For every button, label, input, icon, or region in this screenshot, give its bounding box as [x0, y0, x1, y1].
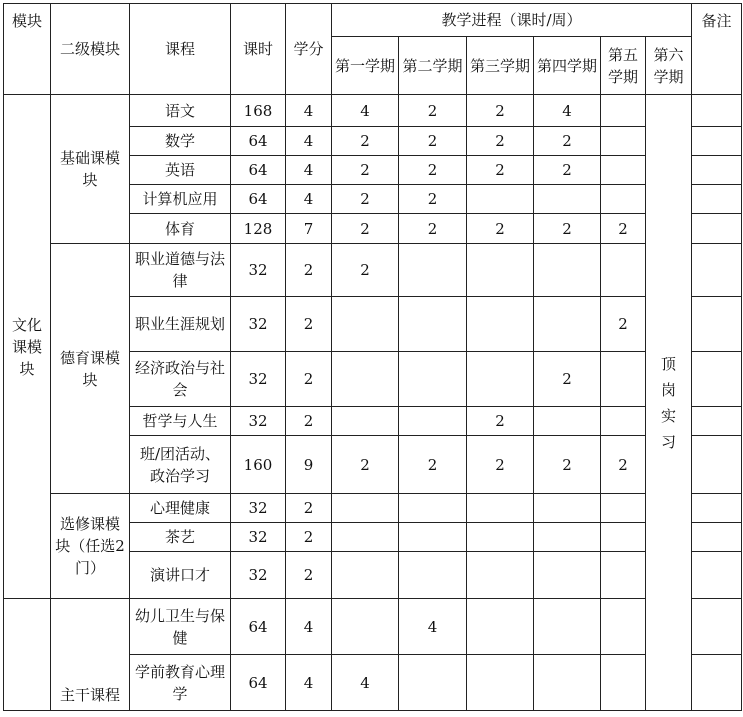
- term-2-value: 2: [399, 95, 467, 127]
- course-name: 班/团活动、政治学习: [130, 436, 231, 494]
- term-3-value: 2: [467, 214, 534, 244]
- course-credits: 2: [286, 407, 332, 436]
- term-1-value: 2: [332, 185, 399, 214]
- course-hours: 32: [231, 297, 286, 352]
- term-3-value: [467, 297, 534, 352]
- course-credits: 2: [286, 523, 332, 552]
- term-5-value: [601, 655, 646, 711]
- term-1-value: 2: [332, 127, 399, 156]
- course-hours: 64: [231, 599, 286, 655]
- term-4-value: 2: [534, 214, 601, 244]
- term-2-value: 2: [399, 214, 467, 244]
- term-2-value: 4: [399, 599, 467, 655]
- course-credits: 4: [286, 185, 332, 214]
- term-5-value: [601, 127, 646, 156]
- term-5-value: 2: [601, 214, 646, 244]
- term-2-value: [399, 523, 467, 552]
- term-5-value: [601, 156, 646, 185]
- course-name: 心理健康: [130, 494, 231, 523]
- term-3-value: 2: [467, 436, 534, 494]
- remarks-cell: [692, 95, 742, 127]
- term-2-value: 2: [399, 436, 467, 494]
- header-term-1: 第一学期: [332, 37, 399, 95]
- course-name: 英语: [130, 156, 231, 185]
- term-4-value: 2: [534, 156, 601, 185]
- term-1-value: 4: [332, 655, 399, 711]
- course-hours: 168: [231, 95, 286, 127]
- term-5-value: 2: [601, 436, 646, 494]
- course-hours: 32: [231, 352, 286, 407]
- course-credits: 4: [286, 655, 332, 711]
- course-hours: 64: [231, 127, 286, 156]
- header-term-4: 第四学期: [534, 37, 601, 95]
- term-1-value: 2: [332, 156, 399, 185]
- course-hours: 128: [231, 214, 286, 244]
- term-5-value: [601, 185, 646, 214]
- course-hours: 32: [231, 494, 286, 523]
- course-name: 数学: [130, 127, 231, 156]
- header-remarks: 备注: [692, 4, 742, 95]
- curriculum-table: [3, 3, 742, 711]
- term-1-value: [332, 352, 399, 407]
- term-3-value: [467, 599, 534, 655]
- term-2-value: 2: [399, 156, 467, 185]
- term-4-value: 2: [534, 127, 601, 156]
- course-credits: 2: [286, 552, 332, 599]
- term-4-value: 2: [534, 352, 601, 407]
- term-1-value: [332, 552, 399, 599]
- course-hours: 64: [231, 655, 286, 711]
- course-hours: 32: [231, 552, 286, 599]
- remarks-cell: [692, 494, 742, 523]
- course-credits: 2: [286, 297, 332, 352]
- sub-module-moral: 德育课模块: [51, 244, 130, 494]
- remarks-cell: [692, 599, 742, 655]
- course-name: 体育: [130, 214, 231, 244]
- term-4-value: [534, 552, 601, 599]
- course-name: 语文: [130, 95, 231, 127]
- term-2-value: [399, 494, 467, 523]
- course-hours: 64: [231, 185, 286, 214]
- module-culture: 文化课模块: [4, 95, 51, 599]
- term-4-value: [534, 297, 601, 352]
- header-credits: 学分: [286, 4, 332, 95]
- remarks-cell: [692, 214, 742, 244]
- term-1-value: 2: [332, 436, 399, 494]
- term-1-value: [332, 494, 399, 523]
- term-1-value: [332, 599, 399, 655]
- term-4-value: [534, 655, 601, 711]
- term-2-value: [399, 552, 467, 599]
- course-credits: 7: [286, 214, 332, 244]
- header-term-3: 第三学期: [467, 37, 534, 95]
- term-1-value: [332, 523, 399, 552]
- term-4-value: [534, 185, 601, 214]
- course-credits: 4: [286, 127, 332, 156]
- remarks-cell: [692, 552, 742, 599]
- term-3-value: [467, 352, 534, 407]
- course-hours: 64: [231, 156, 286, 185]
- term-1-value: [332, 297, 399, 352]
- term-3-value: 2: [467, 127, 534, 156]
- term-3-value: [467, 185, 534, 214]
- course-name: 职业生涯规划: [130, 297, 231, 352]
- remarks-cell: [692, 523, 742, 552]
- course-name: 幼儿卫生与保健: [130, 599, 231, 655]
- course-name: 经济政治与社会: [130, 352, 231, 407]
- sub-module-main: 主干课程: [51, 655, 130, 711]
- header-term-6: 第六学期: [646, 37, 692, 95]
- internship-cell: 顶岗实习: [646, 95, 692, 711]
- term-3-value: 2: [467, 95, 534, 127]
- term-5-value: [601, 407, 646, 436]
- course-credits: 4: [286, 599, 332, 655]
- term-4-value: [534, 494, 601, 523]
- term-2-value: [399, 297, 467, 352]
- remarks-cell: [692, 352, 742, 407]
- course-hours: 32: [231, 244, 286, 297]
- remarks-cell: [692, 156, 742, 185]
- course-credits: 2: [286, 352, 332, 407]
- term-5-value: [601, 352, 646, 407]
- remarks-cell: [692, 655, 742, 711]
- term-5-value: [601, 523, 646, 552]
- header-progress: 教学进程（课时/周）: [332, 4, 692, 37]
- term-4-value: [534, 523, 601, 552]
- header-module: 模块: [4, 4, 51, 95]
- term-1-value: 4: [332, 95, 399, 127]
- sub-module-main-top: [51, 599, 130, 655]
- course-credits: 4: [286, 95, 332, 127]
- course-credits: 2: [286, 494, 332, 523]
- remarks-cell: [692, 185, 742, 214]
- course-hours: 160: [231, 436, 286, 494]
- term-3-value: 2: [467, 407, 534, 436]
- term-4-value: 2: [534, 436, 601, 494]
- course-name: 演讲口才: [130, 552, 231, 599]
- term-2-value: [399, 244, 467, 297]
- term-3-value: [467, 494, 534, 523]
- course-name: 哲学与人生: [130, 407, 231, 436]
- term-3-value: [467, 655, 534, 711]
- term-1-value: 2: [332, 214, 399, 244]
- term-3-value: [467, 523, 534, 552]
- term-2-value: [399, 352, 467, 407]
- term-3-value: [467, 552, 534, 599]
- header-term-5: 第五学期: [601, 37, 646, 95]
- course-credits: 2: [286, 244, 332, 297]
- course-hours: 32: [231, 523, 286, 552]
- term-1-value: 2: [332, 244, 399, 297]
- course-name: 学前教育心理学: [130, 655, 231, 711]
- sub-module-elective: 选修课模块（任选2门）: [51, 494, 130, 599]
- sub-module-basic: 基础课模块: [51, 95, 130, 244]
- module-main-empty: [4, 599, 51, 711]
- remarks-cell: [692, 244, 742, 297]
- header-sub-module: 二级模块: [51, 4, 130, 95]
- term-2-value: 2: [399, 185, 467, 214]
- term-1-value: [332, 407, 399, 436]
- header-term-2: 第二学期: [399, 37, 467, 95]
- course-hours: 32: [231, 407, 286, 436]
- term-4-value: [534, 407, 601, 436]
- term-5-value: [601, 244, 646, 297]
- term-5-value: [601, 599, 646, 655]
- term-5-value: [601, 494, 646, 523]
- term-4-value: [534, 244, 601, 297]
- term-2-value: [399, 407, 467, 436]
- remarks-cell: [692, 436, 742, 494]
- remarks-cell: [692, 127, 742, 156]
- term-5-value: 2: [601, 297, 646, 352]
- course-name: 茶艺: [130, 523, 231, 552]
- term-2-value: 2: [399, 127, 467, 156]
- course-credits: 4: [286, 156, 332, 185]
- remarks-cell: [692, 297, 742, 352]
- term-5-value: [601, 95, 646, 127]
- term-3-value: 2: [467, 156, 534, 185]
- course-credits: 9: [286, 436, 332, 494]
- term-4-value: 4: [534, 95, 601, 127]
- term-4-value: [534, 599, 601, 655]
- course-name: 计算机应用: [130, 185, 231, 214]
- term-3-value: [467, 244, 534, 297]
- course-name: 职业道德与法律: [130, 244, 231, 297]
- term-5-value: [601, 552, 646, 599]
- header-hours: 课时: [231, 4, 286, 95]
- header-course: 课程: [130, 4, 231, 95]
- remarks-cell: [692, 407, 742, 436]
- term-2-value: [399, 655, 467, 711]
